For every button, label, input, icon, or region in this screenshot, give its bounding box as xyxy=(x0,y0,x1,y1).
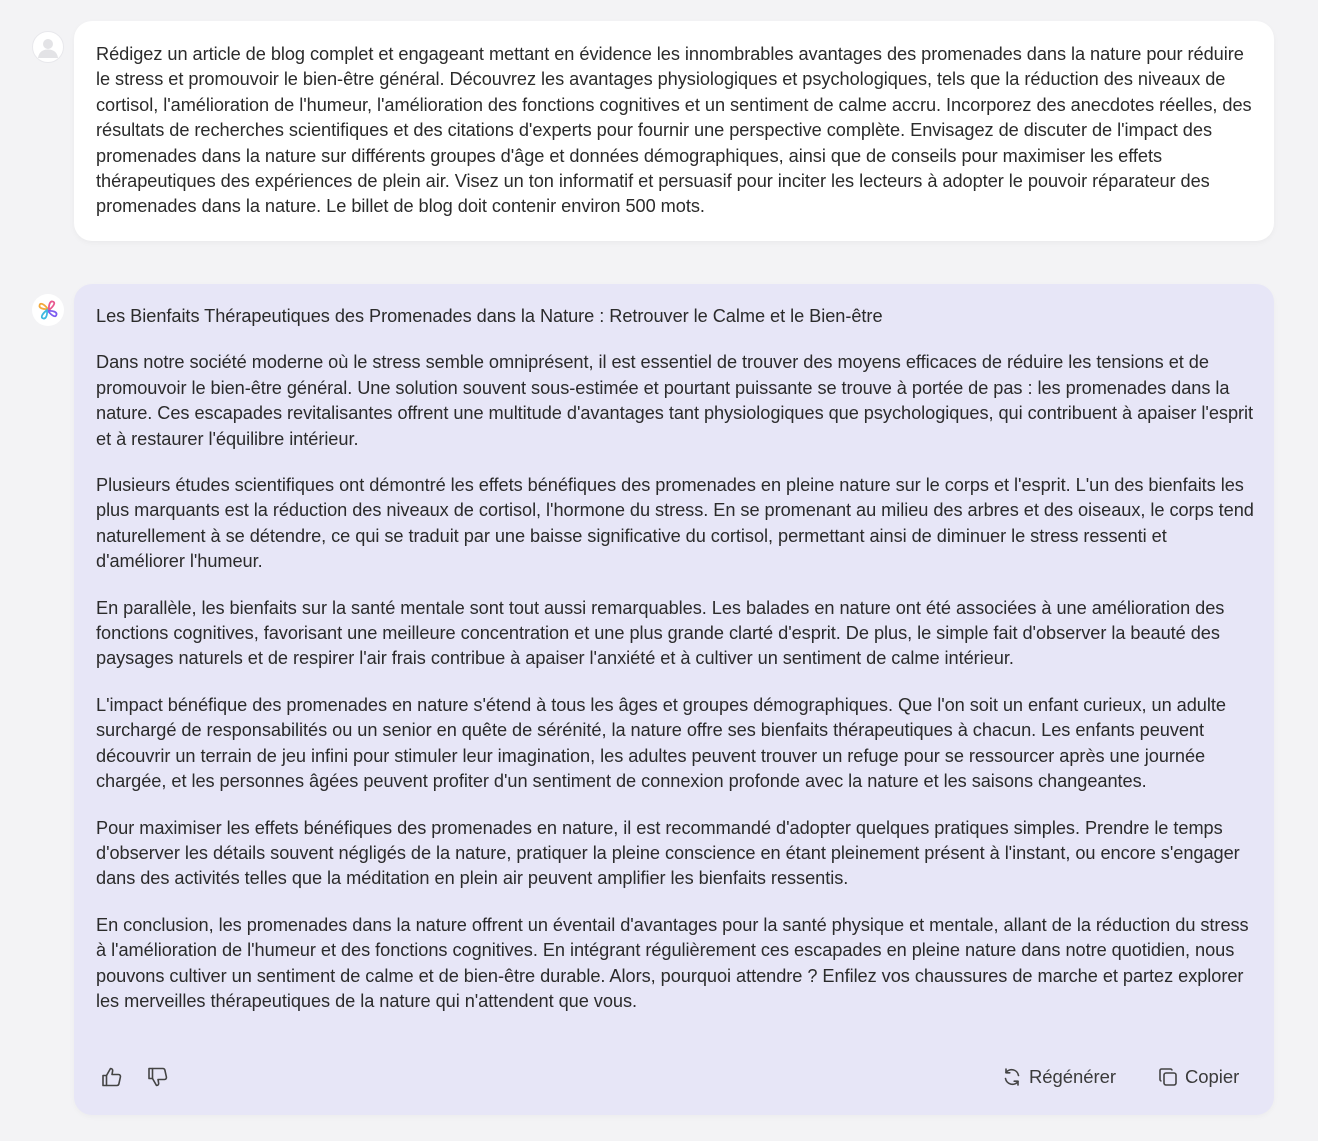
regenerate-label: Régénérer xyxy=(1029,1066,1116,1088)
copy-button[interactable] xyxy=(1158,1063,1239,1091)
dislike-button[interactable] xyxy=(144,1063,172,1091)
copy-label: Copier xyxy=(1185,1066,1240,1088)
assistant-avatar xyxy=(32,294,64,326)
regenerate-button[interactable] xyxy=(1002,1063,1116,1091)
user-message-text: Rédigez un article de blog complet et engageant mettant en évidence les innombrables avantages des promenades dans la nature pour réduire le stress et promouvoir le bien-être général. Découvrez les avantages physiologiques et psychologiques, tels que la réduction des niveaux de cortisol, l'amélioration de l'humeur, l'amélioration des fonctions cognitives et un sentiment de calme accru. Incorporez des anecdotes réelles, des résultats de recherches scientifiques et des citations d'experts pour fournir une perspective complète. Envisagez de discuter de l'impact des promenades dans la nature sur différents groupes d'âge et données démographiques, ainsi que de conseils pour maximiser les effets thérapeutiques des expériences de plein air. Visez un ton informatif et persuasif pour inciter les lecteurs à adopter le pouvoir réparateur des promenades dans la nature. Le billet de blog doit contenir environ 500 mots. xyxy=(96,44,1252,217)
user-avatar-icon xyxy=(35,34,61,60)
article-paragraph: Plusieurs études scientifiques ont démontré les effets bénéfiques des promenades en pleine nature sur le corps et l'esprit. L'un des bienfaits les plus marquants est la réduction des niveaux de cortisol, l'hormone du stress. En se promenant au milieu des arbres et des oiseaux, le corps tend naturellement à se détendre, ce qui se traduit par une baisse significative du cortisol, permettant ainsi de diminuer le stress ressenti et d'améliorer l'humeur. xyxy=(96,475,1254,572)
article-paragraph: En parallèle, les bienfaits sur la santé mentale sont tout aussi remarquables. Les balades en nature ont été associées à une amélioration des fonctions cognitives, favorisant une meilleure concentration et une plus grande clarté d'esprit. De plus, le simple fait d'observer la beauté des paysages naturels et de respirer l'air frais contribue à apaiser l'anxiété et à cultiver un sentiment de calme intérieur. xyxy=(96,597,1225,669)
article-paragraph: En conclusion, les promenades dans la nature offrent un éventail d'avantages pour la santé physique et mentale, allant de la réduction du stress à l'amélioration de l'humeur et des fonctions cognitives. En intégrant régulièrement ces escapades en pleine nature dans notre quotidien, nous pouvons cultiver un sentiment de calme et de bien-être durable. Alors, pourquoi attendre ? Enfilez vos chaussures de marche et partez explorer les merveilles thérapeutiques de la nature qui n'attendent que vous. xyxy=(96,914,1249,1011)
article-paragraph: Dans notre société moderne où le stress semble omniprésent, il est essentiel de trouver des moyens efficaces de réduire les tensions et de promouvoir le bien-être général. Une solution souvent sous-estimée et pourtant puissante se trouve à portée de pas : les promenades dans la nature. Ces escapades revitalisantes offrent une multitude d'avantages tant physiologiques que psychologiques, qui contribuent à apaiser l'esprit et à restaurer l'équilibre intérieur. xyxy=(96,352,1254,449)
like-button[interactable] xyxy=(98,1063,126,1091)
user-message-bubble xyxy=(74,21,1274,241)
article-paragraph: Pour maximiser les effets bénéfiques des promenades en nature, il est recommandé d'adopter quelques pratiques simples. Prendre le temps d'observer les détails souvent négligés de la nature, pratiquer la pleine conscience en étant pleinement présent à l'instant, ou encore s'engager dans des activités telles que la méditation en plein air peuvent amplifier les bienfaits ressentis. xyxy=(96,817,1240,889)
article-title: Les Bienfaits Thérapeutiques des Promenades dans la Nature : Retrouver le Calme et le Bien-être xyxy=(96,306,883,326)
user-avatar xyxy=(32,31,64,63)
assistant-message-bubble xyxy=(74,284,1274,1115)
thumbs-up-icon xyxy=(100,1065,124,1089)
refresh-icon xyxy=(1002,1067,1022,1087)
assistant-logo-icon xyxy=(37,299,59,321)
copy-icon xyxy=(1158,1067,1178,1087)
article-paragraph: L'impact bénéfique des promenades en nature s'étend à tous les âges et groupes démographiques. Que l'on soit un enfant curieux, un adulte surchargé de responsabilités ou un senior en quête de sérénité, la nature offre ses bienfaits thérapeutiques à chacun. Les enfants peuvent découvrir un terrain de jeu infini pour stimuler leur imagination, les adultes peuvent trouver un refuge pour se ressourcer après une journée chargée, et les personnes âgées peuvent profiter d'un sentiment de connexion profonde avec la nature et les saisons changeantes. xyxy=(96,694,1226,792)
message-actions xyxy=(74,1063,1274,1093)
thumbs-down-icon xyxy=(146,1065,170,1089)
